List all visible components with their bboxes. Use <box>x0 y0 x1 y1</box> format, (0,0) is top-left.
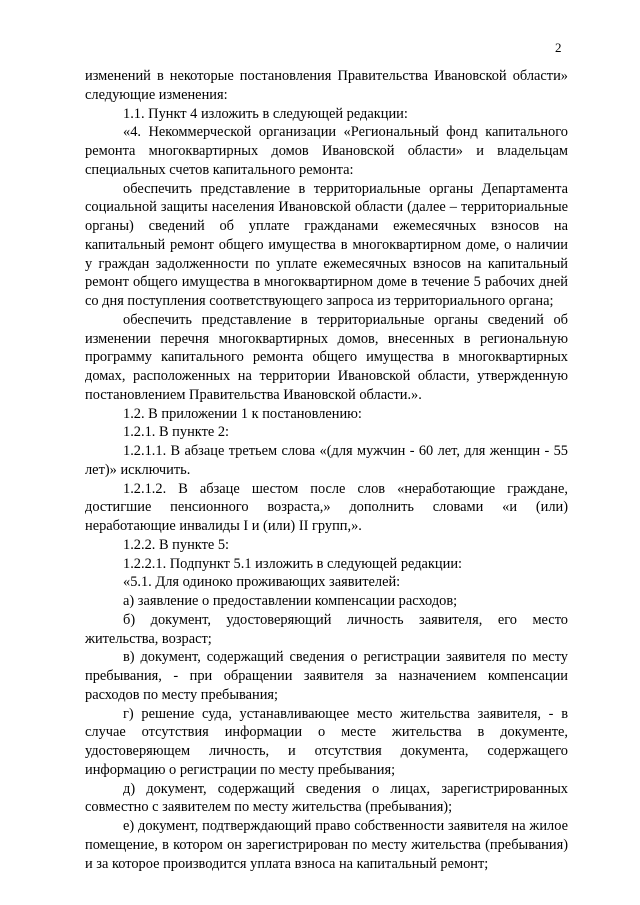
document-body <box>85 67 568 873</box>
paragraph: г) решение суда, устанавливающее место жительства заявителя, - в случае отсутствия информации о месте жительства в документе, удостоверяющем личность, и отсутствия документа, содержащего информацию о регистрации по месту пребывания; <box>85 705 568 778</box>
paragraph: е) документ, подтверждающий право собственности заявителя на жилое помещение, в котором он зарегистрирован по месту жительства (пребывания) и за которое производится уплата взноса на капитальный ремонт; <box>85 818 568 872</box>
paragraph: б) документ, удостоверяющий личность заявителя, его место жительства, возраст; <box>85 611 568 647</box>
paragraph: 1.2.1. В пункте 2: <box>123 424 230 441</box>
paragraph: 1.2.2. В пункте 5: <box>123 536 230 553</box>
paragraph: 1.1. Пункт 4 изложить в следующей редакции: <box>123 105 408 122</box>
page-number: 2 <box>555 40 562 55</box>
paragraph: 1.2.1.1. В абзаце третьем слова «(для мужчин - 60 лет, для женщин - 55 лет)» исключить. <box>85 443 568 478</box>
paragraph: 1.2.1.2. В абзаце шестом после слов «неработающие граждане, достигшие пенсионного возраста,» дополнить словами «и (или) неработающие инвалиды I и (или) II групп,». <box>85 480 568 534</box>
paragraph: 1.2.2.1. Подпункт 5.1 изложить в следующей редакции: <box>123 555 463 572</box>
paragraph: а) заявление о предоставлении компенсации расходов; <box>123 593 458 609</box>
paragraph: обеспечить представление в территориальные органы Департамента социальной защиты населения Ивановской области (далее – территориальные органы) сведений об уплате гражданами ежемесячных взносов на капитальный ремонт общего имущества в многоквартирном доме, о наличии у граждан задолженности по уплате ежемесячных взносов на капитальный ремонт общего имущества в многоквартирном доме в течение 5 рабочих дней со дня поступления соответствующего запроса из территориального органа; <box>85 180 568 309</box>
paragraph: «4. Некоммерческой организации «Региональный фонд капитального ремонта многоквартирных домов Ивановской области» и владельцам специальных счетов капитального ремонта: <box>85 124 568 178</box>
paragraph: в) документ, содержащий сведения о регистрации заявителя по месту пребывания, - при обращении заявителя за назначением компенсации расходов по месту пребывания; <box>85 649 568 703</box>
paragraph: 1.2. В приложении 1 к постановлению: <box>123 405 362 422</box>
paragraph: обеспечить представление в территориальные органы сведений об изменении перечня многоквартирных домов, внесенных в региональную программу капитального ремонта общего имущества в многоквартирных домах, расположенных на территории Ивановской области, утвержденную постановлением Правительства Ивановской области.». <box>85 311 568 403</box>
paragraph: «5.1. Для одиноко проживающих заявителей: <box>123 574 401 591</box>
paragraph: д) документ, содержащий сведения о лицах, зарегистрированных совместно с заявителем по месту жительства (пребывания); <box>85 780 568 816</box>
paragraph: изменений в некоторые постановления Правительства Ивановской области» следующие изменения: <box>85 68 568 103</box>
